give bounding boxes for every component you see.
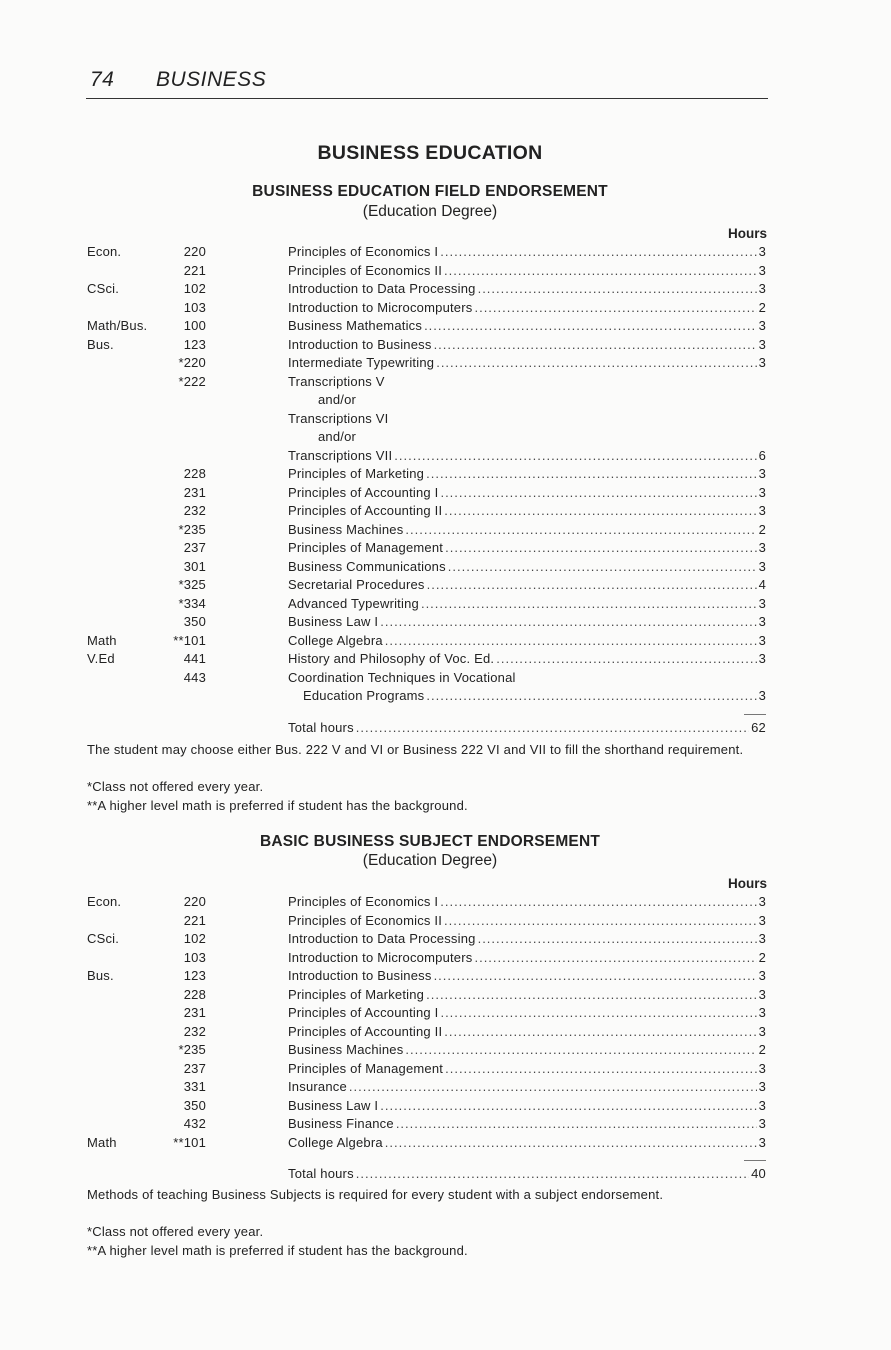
note-math-preferred: **A higher level math is preferred if student has the background. xyxy=(87,798,468,813)
course-row xyxy=(0,410,891,429)
course-name: Principles of Management xyxy=(288,540,444,555)
course-row xyxy=(0,373,891,392)
course-name: and/or xyxy=(318,429,357,444)
total-row-container xyxy=(0,1165,891,1184)
course-row xyxy=(0,1060,891,1079)
note-math-preferred: **A higher level math is preferred if student has the background. xyxy=(87,1243,468,1258)
course-row xyxy=(0,1078,891,1097)
course-hours: 3 xyxy=(758,632,766,648)
course-row xyxy=(0,632,891,651)
course-number: 237 xyxy=(183,1060,206,1076)
course-row xyxy=(0,465,891,484)
course-name: Advanced Typewriting xyxy=(288,595,419,611)
course-name: Introduction to Business xyxy=(288,336,432,352)
course-row xyxy=(0,558,891,577)
course-number: *235 xyxy=(178,521,206,537)
course-row xyxy=(0,650,891,669)
section-heading: BASIC BUSINESS SUBJECT ENDORSEMENT xyxy=(259,833,601,850)
course-name: Introduction to Data Processing xyxy=(288,931,476,946)
course-hours: 3 xyxy=(758,931,766,946)
course-hours: 3 xyxy=(758,355,766,370)
course-row xyxy=(0,687,891,706)
course-name: Transcriptions V xyxy=(288,373,385,389)
department: Econ. xyxy=(87,244,122,259)
course-name: Introduction to Microcomputers xyxy=(288,299,473,315)
course-number: *220 xyxy=(178,355,206,370)
course-hours: 3 xyxy=(758,595,766,611)
note-class-not-offered: *Class not offered every year. xyxy=(87,1224,264,1239)
course-row xyxy=(0,262,891,281)
total-row xyxy=(0,719,891,738)
course-row xyxy=(0,967,891,986)
course-number: 331 xyxy=(183,1079,206,1094)
course-number: 220 xyxy=(183,244,206,259)
course-hours: 3 xyxy=(758,1116,766,1131)
course-hours: 3 xyxy=(758,466,766,481)
course-row xyxy=(0,280,891,299)
course-name: Introduction to Data Processing xyxy=(288,281,476,296)
course-row xyxy=(0,893,891,912)
page-title: BUSINESS EDUCATION xyxy=(317,142,543,164)
course-name: Education Programs xyxy=(303,688,425,703)
degree-label: (Education Degree) xyxy=(362,852,498,869)
course-name: Business Mathematics xyxy=(288,318,423,333)
course-number: 441 xyxy=(183,651,206,666)
course-number: 432 xyxy=(183,1116,206,1131)
course-name: Business Machines xyxy=(288,521,404,537)
course-name: Principles of Marketing xyxy=(288,466,425,481)
course-number: 232 xyxy=(183,503,206,518)
course-hours: 4 xyxy=(758,577,766,592)
course-name: Principles of Accounting I xyxy=(288,1005,439,1020)
course-number: 123 xyxy=(183,336,206,352)
note-methods-required: Methods of teaching Business Subjects is required for every student with a subject endorsement. xyxy=(87,1187,664,1202)
hours-column-header: Hours xyxy=(727,226,767,241)
total-hours: 40 xyxy=(751,1166,766,1181)
hours-column-header: Hours xyxy=(727,876,767,891)
course-row xyxy=(0,1134,891,1153)
course-number: 350 xyxy=(183,1097,206,1113)
course-hours: 3 xyxy=(758,1060,766,1076)
page-number: 74 xyxy=(90,68,115,91)
course-hours: 3 xyxy=(758,484,766,500)
course-number: 221 xyxy=(183,912,206,928)
section-heading: BUSINESS EDUCATION FIELD ENDORSEMENT xyxy=(252,183,608,200)
course-name: Business Communications xyxy=(288,558,446,574)
course-hours: 3 xyxy=(758,281,766,296)
course-row xyxy=(0,1097,891,1116)
course-number: 221 xyxy=(183,262,206,278)
course-row xyxy=(0,428,891,447)
course-number: *235 xyxy=(178,1042,206,1057)
course-hours: 3 xyxy=(758,894,766,909)
course-hours: 2 xyxy=(758,521,766,537)
course-row xyxy=(0,336,891,355)
course-row xyxy=(0,613,891,632)
course-list xyxy=(0,893,891,1152)
course-row xyxy=(0,576,891,595)
course-row xyxy=(0,243,891,262)
page-header xyxy=(86,64,768,99)
department: Math xyxy=(87,1134,117,1150)
course-number: 102 xyxy=(183,281,206,296)
course-number: 123 xyxy=(183,968,206,983)
course-name: History and Philosophy of Voc. Ed. xyxy=(288,651,495,666)
course-row xyxy=(0,1023,891,1042)
course-hours: 3 xyxy=(758,651,766,666)
course-row xyxy=(0,1115,891,1134)
course-row xyxy=(0,595,891,614)
course-name: College Algebra xyxy=(288,632,383,648)
course-number: 102 xyxy=(183,931,206,946)
course-row xyxy=(0,299,891,318)
course-name: Principles of Management xyxy=(288,1060,444,1076)
course-name: and/or xyxy=(318,392,357,407)
course-number: 350 xyxy=(183,614,206,629)
course-number: 100 xyxy=(183,318,206,333)
course-row xyxy=(0,447,891,466)
course-name: Principles of Accounting I xyxy=(288,484,439,500)
course-hours: 3 xyxy=(758,558,766,574)
total-label: Total hours xyxy=(288,720,354,735)
course-hours: 3 xyxy=(758,1134,766,1150)
course-hours: 3 xyxy=(758,986,766,1002)
total-rule xyxy=(744,1160,766,1161)
course-number: *334 xyxy=(178,595,206,611)
course-name: Principles of Accounting II xyxy=(288,1023,443,1039)
course-hours: 3 xyxy=(758,1005,766,1020)
course-name: Principles of Economics II xyxy=(288,912,443,928)
course-row xyxy=(0,354,891,373)
section-name: BUSINESS xyxy=(156,68,267,91)
degree-label: (Education Degree) xyxy=(362,203,498,220)
course-row xyxy=(0,986,891,1005)
course-row xyxy=(0,539,891,558)
course-row xyxy=(0,1004,891,1023)
course-hours: 2 xyxy=(758,299,766,315)
course-hours: 3 xyxy=(758,262,766,278)
course-hours: 3 xyxy=(758,688,766,703)
course-row xyxy=(0,930,891,949)
course-row xyxy=(0,669,891,688)
course-number: 232 xyxy=(183,1023,206,1039)
course-hours: 2 xyxy=(758,1042,766,1057)
course-name: College Algebra xyxy=(288,1134,383,1150)
course-number: 231 xyxy=(183,1005,206,1020)
note-class-not-offered: *Class not offered every year. xyxy=(87,779,264,794)
course-hours: 3 xyxy=(758,614,766,629)
course-hours: 3 xyxy=(758,318,766,333)
course-name: Business Law I xyxy=(288,1097,379,1113)
course-hours: 3 xyxy=(758,244,766,259)
course-row xyxy=(0,317,891,336)
department: CSci. xyxy=(87,281,120,296)
course-name: Transcriptions VII xyxy=(288,447,393,463)
course-number: 103 xyxy=(183,949,206,965)
course-number: *325 xyxy=(178,577,206,592)
course-number: 301 xyxy=(183,558,206,574)
course-number: 237 xyxy=(183,540,206,555)
department: Bus. xyxy=(87,968,114,983)
course-row xyxy=(0,912,891,931)
course-number: 231 xyxy=(183,484,206,500)
department: Econ. xyxy=(87,894,122,909)
course-hours: 3 xyxy=(758,540,766,555)
total-row-container xyxy=(0,719,891,738)
note-shorthand: The student may choose either Bus. 222 V and VI or Business 222 VI and VII to fill the shorthand requirement. xyxy=(87,742,744,757)
department: CSci. xyxy=(87,931,120,946)
course-hours: 3 xyxy=(758,1079,766,1094)
course-name: Principles of Economics I xyxy=(288,244,439,259)
course-name: Business Machines xyxy=(288,1042,404,1057)
course-name: Transcriptions VI xyxy=(288,410,389,426)
course-name: Business Law I xyxy=(288,614,379,629)
department: V.Ed xyxy=(87,651,115,666)
total-label: Total hours xyxy=(288,1166,354,1181)
course-hours: 2 xyxy=(758,949,766,965)
course-number: 103 xyxy=(183,299,206,315)
course-hours: 3 xyxy=(758,912,766,928)
course-number: 228 xyxy=(183,986,206,1002)
course-list xyxy=(0,243,891,706)
course-row xyxy=(0,391,891,410)
course-hours: 6 xyxy=(758,447,766,463)
course-hours: 3 xyxy=(758,336,766,352)
course-name: Introduction to Business xyxy=(288,968,432,983)
course-name: Introduction to Microcomputers xyxy=(288,949,473,965)
department: Math xyxy=(87,632,117,648)
course-number: 443 xyxy=(183,669,206,685)
course-row xyxy=(0,949,891,968)
course-name: Principles of Economics II xyxy=(288,262,443,278)
total-rule xyxy=(744,714,766,715)
course-number: 228 xyxy=(183,466,206,481)
course-name: Principles of Economics I xyxy=(288,894,439,909)
course-name: Principles of Marketing xyxy=(288,986,425,1002)
total-hours: 62 xyxy=(751,720,766,735)
course-name: Coordination Techniques in Vocational xyxy=(288,669,516,685)
department: Bus. xyxy=(87,336,114,352)
course-row xyxy=(0,502,891,521)
course-name: Intermediate Typewriting xyxy=(288,355,435,370)
course-hours: 3 xyxy=(758,503,766,518)
department: Math/Bus. xyxy=(87,318,148,333)
course-name: Insurance xyxy=(288,1079,347,1094)
course-hours: 3 xyxy=(758,968,766,983)
course-row xyxy=(0,521,891,540)
course-row xyxy=(0,484,891,503)
course-hours: 3 xyxy=(758,1097,766,1113)
course-name: Business Finance xyxy=(288,1116,394,1131)
course-hours: 3 xyxy=(758,1023,766,1039)
course-number: 220 xyxy=(183,894,206,909)
course-name: Principles of Accounting II xyxy=(288,503,443,518)
course-number: **101 xyxy=(173,632,206,648)
course-name: Secretarial Procedures xyxy=(288,577,425,592)
course-number: **101 xyxy=(173,1134,206,1150)
course-number: *222 xyxy=(178,373,206,389)
course-row xyxy=(0,1041,891,1060)
total-row xyxy=(0,1165,891,1184)
